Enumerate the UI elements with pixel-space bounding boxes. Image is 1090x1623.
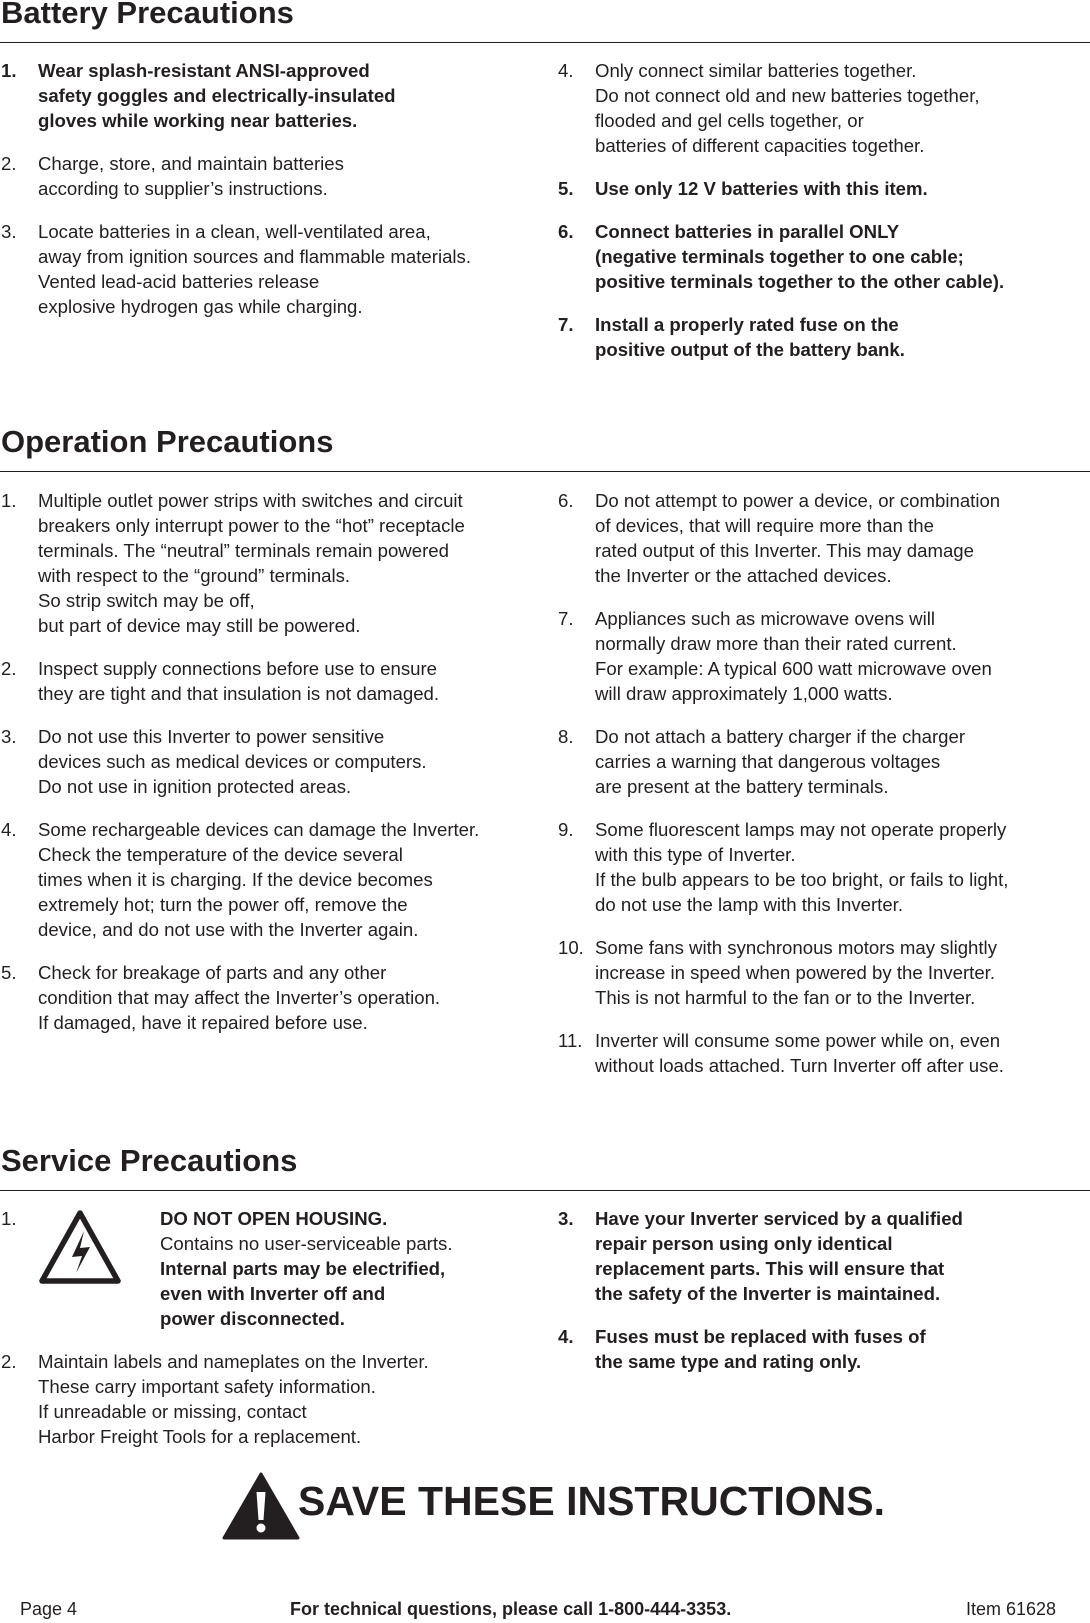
operation-title: Operation Precautions [1, 424, 334, 459]
item-text-line: Locate batteries in a clean, well-ventilated area, [38, 221, 431, 242]
precaution-item [1, 960, 541, 1035]
service-item-1 [1, 1206, 541, 1331]
item-text-line: Vented lead-acid batteries release [38, 271, 320, 292]
item-text-line: Only connect similar batteries together. [595, 60, 917, 81]
item-number: 3. [558, 1208, 574, 1229]
precaution-item [558, 1206, 1078, 1306]
item-text-line: positive output of the battery bank. [595, 339, 905, 360]
operation-right-column [558, 488, 1078, 1096]
item-text-line: Inspect supply connections before use to ensure [38, 658, 437, 679]
item-text-line: So strip switch may be off, [38, 590, 255, 611]
item-text-line: but part of device may still be powered. [38, 615, 361, 636]
item-number: 2. [1, 153, 17, 174]
item-text-line: Some fans with synchronous motors may slightly [595, 937, 997, 958]
save-instructions-banner [222, 1472, 922, 1542]
service-right-column [558, 1206, 1078, 1392]
item-text-line: Contains no user-serviceable parts. [160, 1233, 453, 1254]
item-text-line: increase in speed when powered by the Inverter. [595, 962, 996, 983]
item-text-line: Do not attach a battery charger if the charger [595, 726, 966, 747]
precaution-item [558, 935, 1078, 1010]
item-text-line: batteries of different capacities together. [595, 135, 925, 156]
item-number: 3. [1, 221, 17, 242]
precaution-item [1, 219, 541, 319]
item-text-line: according to supplier’s instructions. [38, 178, 328, 199]
item-text-line: with respect to the “ground” terminals. [38, 565, 351, 586]
item-text-line: Do not use in ignition protected areas. [38, 776, 352, 797]
battery-right-column [558, 58, 1078, 380]
item-text-line: of devices, that will require more than the [595, 515, 934, 536]
item-text-line: with this type of Inverter. [595, 844, 796, 865]
item-number: 2. [1, 658, 17, 679]
item-text-line: power disconnected. [160, 1308, 345, 1329]
item-text-line: the safety of the Inverter is maintained. [595, 1283, 941, 1304]
item-number: 5. [558, 178, 574, 199]
item-text-line: replacement parts. This will ensure that [595, 1258, 945, 1279]
item-number: 6. [558, 490, 574, 511]
precaution-item [558, 488, 1078, 588]
precaution-item [558, 176, 1078, 201]
precaution-item [558, 724, 1078, 799]
item-number: 7. [558, 608, 574, 629]
item-text-line: even with Inverter off and [160, 1283, 386, 1304]
item-text-line: positive terminals together to the other cable). [595, 271, 1005, 292]
item-number: 3. [1, 726, 17, 747]
save-instructions-text: SAVE THESE INSTRUCTIONS. [298, 1478, 885, 1524]
item-text-line: Do not connect old and new batteries together, [595, 85, 980, 106]
precaution-item [558, 1028, 1078, 1078]
item-number: 4. [1, 819, 17, 840]
item-text-line: terminals. The “neutral” terminals remain powered [38, 540, 449, 561]
precaution-item [558, 219, 1078, 294]
warning-exclamation-icon [222, 1472, 300, 1540]
item-text-line: will draw approximately 1,000 watts. [595, 683, 893, 704]
item-text-line: Charge, store, and maintain batteries [38, 153, 344, 174]
item-text-line: For example: A typical 600 watt microwave oven [595, 658, 992, 679]
service-item-1-text [160, 1206, 541, 1331]
item-text-line: condition that may affect the Inverter’s operation. [38, 987, 441, 1008]
item-text-line: devices such as medical devices or computers. [38, 751, 427, 772]
item-text-line: Use only 12 V batteries with this item. [595, 178, 928, 199]
item-text-line: Fuses must be replaced with fuses of [595, 1326, 926, 1347]
item-text-line: away from ignition sources and flammable materials. [38, 246, 472, 267]
item-text-line: Do not attempt to power a device, or combination [595, 490, 1001, 511]
item-text-line: carries a warning that dangerous voltages [595, 751, 941, 772]
item-text-line: Some fluorescent lamps may not operate properly [595, 819, 1007, 840]
item-number: 8. [558, 726, 574, 747]
battery-rule [0, 42, 1090, 43]
item-text-line: DO NOT OPEN HOUSING. [160, 1208, 388, 1229]
item-number: 4. [558, 1326, 574, 1347]
precaution-item [558, 312, 1078, 362]
item-number: 10. [558, 937, 584, 958]
item-text-line: Harbor Freight Tools for a replacement. [38, 1426, 362, 1447]
item-text-line: Multiple outlet power strips with switches and circuit [38, 490, 463, 511]
item-text-line: they are tight and that insulation is not damaged. [38, 683, 440, 704]
item-text-line: rated output of this Inverter. This may damage [595, 540, 974, 561]
service-item-1-number: 1. [1, 1208, 17, 1229]
item-number: 2. [1, 1351, 17, 1372]
item-text-line: Have your Inverter serviced by a qualified [595, 1208, 963, 1229]
item-text-line: without loads attached. Turn Inverter off after use. [595, 1055, 1004, 1076]
footer-item-number: Item 61628 [966, 1599, 1057, 1619]
item-text-line: Install a properly rated fuse on the [595, 314, 899, 335]
item-text-line: times when it is charging. If the device becomes [38, 869, 433, 890]
service-title: Service Precautions [1, 1143, 298, 1178]
item-text-line: do not use the lamp with this Inverter. [595, 894, 903, 915]
precaution-item [558, 58, 1078, 158]
item-text-line: Check the temperature of the device several [38, 844, 403, 865]
item-text-line: the Inverter or the attached devices. [595, 565, 892, 586]
item-number: 4. [558, 60, 574, 81]
battery-left-column [1, 58, 541, 337]
item-text-line: gloves while working near batteries. [38, 110, 358, 131]
item-number: 1. [1, 60, 17, 81]
item-number: 11. [558, 1030, 583, 1051]
operation-left-column [1, 488, 541, 1053]
item-text-line: Check for breakage of parts and any other [38, 962, 387, 983]
item-number: 9. [558, 819, 574, 840]
item-text-line: repair person using only identical [595, 1233, 893, 1254]
item-text-line: Do not use this Inverter to power sensitive [38, 726, 385, 747]
battery-title: Battery Precautions [1, 0, 294, 30]
item-text-line: Internal parts may be electrified, [160, 1258, 446, 1279]
item-text-line: extremely hot; turn the power off, remove the [38, 894, 408, 915]
precaution-item [558, 817, 1078, 917]
footer-contact: For technical questions, please call 1-800-444-3353. [290, 1599, 732, 1619]
precaution-item [558, 1324, 1078, 1374]
item-number: 5. [1, 962, 17, 983]
precaution-item [1, 724, 541, 799]
item-text-line: Connect batteries in parallel ONLY [595, 221, 900, 242]
service-rule [0, 1190, 1090, 1191]
item-text-line: Wear splash-resistant ANSI-approved [38, 60, 370, 81]
item-text-line: This is not harmful to the fan or to the Inverter. [595, 987, 976, 1008]
precaution-item [1, 656, 541, 706]
high-voltage-warning-icon [38, 1209, 122, 1285]
precaution-item [1, 58, 541, 133]
item-text-line: Maintain labels and nameplates on the Inverter. [38, 1351, 429, 1372]
item-text-line: Appliances such as microwave ovens will [595, 608, 935, 629]
item-text-line: the same type and rating only. [595, 1351, 862, 1372]
item-text-line: (negative terminals together to one cable; [595, 246, 964, 267]
item-text-line: Inverter will consume some power while on, even [595, 1030, 1001, 1051]
precaution-item [1, 817, 541, 942]
footer-page-number: Page 4 [20, 1599, 78, 1619]
item-text-line: If unreadable or missing, contact [38, 1401, 307, 1422]
item-text-line: normally draw more than their rated current. [595, 633, 957, 654]
precaution-item [1, 1349, 541, 1449]
item-text-line: These carry important safety information. [38, 1376, 376, 1397]
precaution-item [1, 488, 541, 638]
item-text-line: explosive hydrogen gas while charging. [38, 296, 363, 317]
item-text-line: breakers only interrupt power to the “hot” receptacle [38, 515, 465, 536]
item-text-line: device, and do not use with the Inverter again. [38, 919, 419, 940]
precaution-item [558, 606, 1078, 706]
item-number: 7. [558, 314, 574, 335]
item-number: 6. [558, 221, 574, 242]
item-text-line: If the bulb appears to be too bright, or fails to light, [595, 869, 1009, 890]
item-text-line: are present at the battery terminals. [595, 776, 889, 797]
item-text-line: If damaged, have it repaired before use. [38, 1012, 368, 1033]
item-text-line: safety goggles and electrically-insulated [38, 85, 396, 106]
service-left-column [1, 1206, 541, 1467]
item-number: 1. [1, 490, 17, 511]
operation-rule [0, 471, 1090, 472]
precaution-item [1, 151, 541, 201]
item-text-line: flooded and gel cells together, or [595, 110, 864, 131]
item-text-line: Some rechargeable devices can damage the Inverter. [38, 819, 480, 840]
